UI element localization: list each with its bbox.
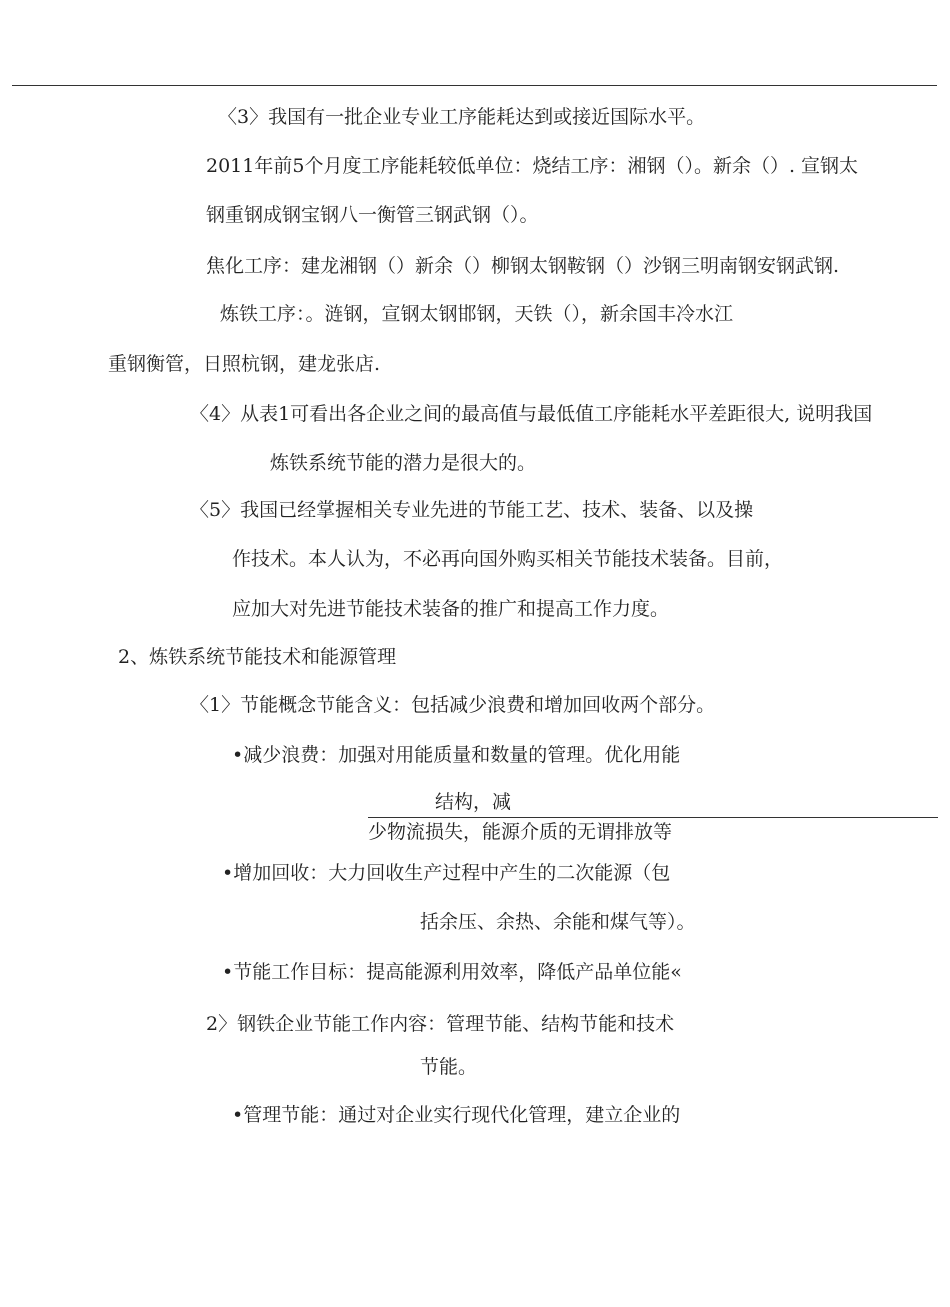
para-5-cont-2: 应加大对先进节能技术装备的推广和提高工作力度。 xyxy=(232,598,670,620)
sinter-units-cont: 钢重钢成钢宝钢八一衡管三钢武钢（）。 xyxy=(206,204,539,226)
bullet-reduce-waste: •减少浪费：加强对用能质量和数量的管理。优化用能 xyxy=(232,744,681,766)
increase-recovery-cont: 括余压、余热、余能和煤气等）。 xyxy=(420,911,696,933)
low-consumption-intro: 2011年前5个月度工序能耗较低单位：烧结工序：湘钢（）。新余（）. 宣钢太 xyxy=(206,155,859,177)
reduce-waste-cont-1: 结构，减 xyxy=(435,791,512,813)
para-4-cont: 炼铁系统节能的潜力是很大的。 xyxy=(270,452,537,474)
ironmaking-units: 炼铁工序：。涟钢，宣钢太钢邯钢，天铁（），新余国丰冷水江 xyxy=(220,303,734,325)
coking-units: 焦化工序：建龙湘钢（）新余（）柳钢太钢鞍钢（）沙钢三明南钢安钢武钢. xyxy=(206,255,840,277)
para-5-text: 〈5〉我国已经掌握相关专业先进的节能工艺、技术、装备、以及操 xyxy=(190,499,754,521)
energy-saving-concept: 〈1〉节能概念节能含义：包括减少浪费和增加回收两个部分。 xyxy=(190,694,716,716)
work-content-cont: 节能。 xyxy=(420,1056,478,1078)
section-2-heading: 2、炼铁系统节能技术和能源管理 xyxy=(118,646,397,668)
bullet-increase-recovery: •增加回收：大力回收生产过程中产生的二次能源（包 xyxy=(222,862,671,884)
ironmaking-units-cont: 重钢衡管，日照杭钢，建龙张店. xyxy=(108,353,381,375)
top-rule xyxy=(12,85,937,86)
para-4-text: 〈4〉从表1可看出各企业之间的最高值与最低值工序能耗水平差距很大, 说明我国 xyxy=(190,403,873,425)
mid-rule xyxy=(368,817,938,818)
para-3-text: 〈3〉我国有一批企业专业工序能耗达到或接近国际水平。 xyxy=(218,106,706,128)
bullet-energy-goal: •节能工作目标：提高能源利用效率，降低产品单位能« xyxy=(222,961,682,983)
reduce-waste-cont-2: 少物流损失，能源介质的无谓排放等 xyxy=(368,821,673,843)
bullet-management: •管理节能：通过对企业实行现代化管理，建立企业的 xyxy=(232,1104,681,1126)
para-2-work-content: 2〉钢铁企业节能工作内容：管理节能、结构节能和技术 xyxy=(206,1013,675,1035)
para-5-cont-1: 作技术。本人认为，不必再向国外购买相关节能技术装备。目前， xyxy=(232,548,784,570)
